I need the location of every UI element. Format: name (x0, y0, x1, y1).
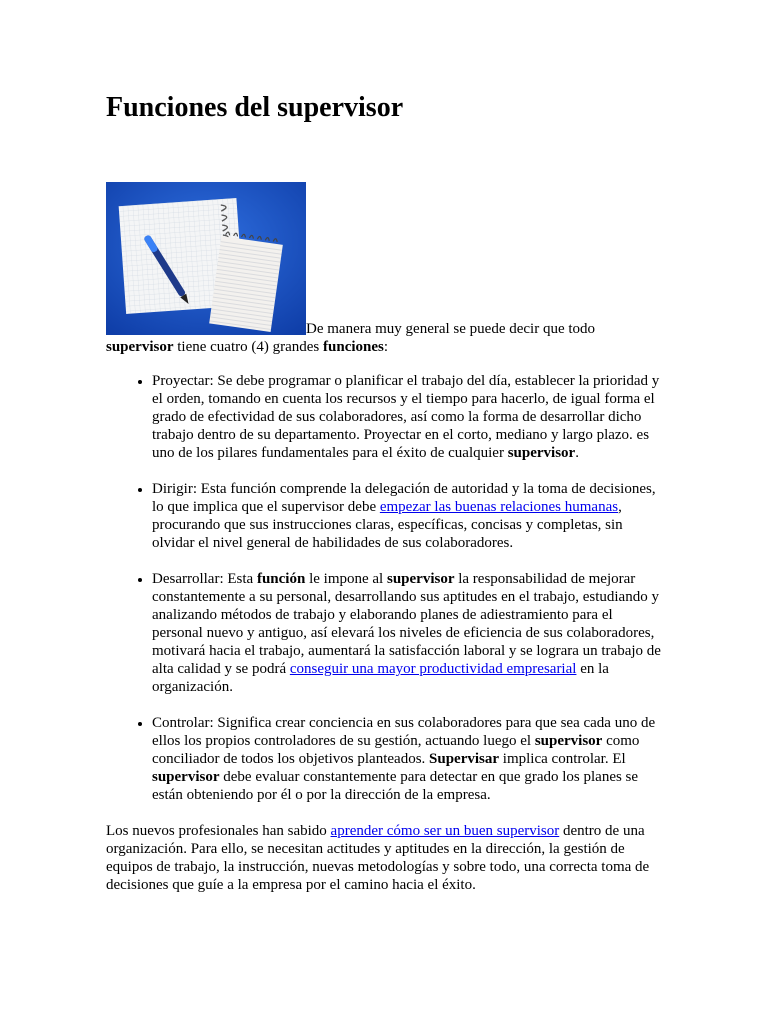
closing-paragraph: Los nuevos profesionales han sabido aprender cómo ser un buen supervisor dentro de una organización. Para ello, se necesitan actitudes y aptitudes en la dirección, la gestión de equipos de trabajo, la instrucción, nuevas metodologías y sobre todo, una correcta toma de decisiones que guíe a la empresa por el camino hacia el éxito. (106, 823, 650, 893)
intro-paragraph: De manera muy general se puede decir que todo supervisor tiene cuatro (4) grandes funciones: (106, 321, 596, 355)
link-relaciones-humanas[interactable]: empezar las buenas relaciones humanas (379, 499, 619, 515)
notebook-photo (106, 182, 306, 335)
list-item-proyectar: • Proyectar: Se debe programar o planificar el trabajo del día, establecer la prioridad y el orden, tomando en cuenta los recursos y el tiempo para hacerlo, de igual forma el grado de efectividad de sus colaboradores, así como la forma de desarrollar dicho trabajo dentro de su departamento. Proyectar en el corto, mediano y largo plazo. es uno de los pilares fundamentales para el éxito de cualquier supervisor. (152, 372, 666, 462)
page-title: Funciones del supervisor (106, 92, 404, 123)
list-item-controlar: • Controlar: Significa crear conciencia en sus colaboradores para que sea cada uno de ellos los propios controladores de su gestión, actuando luego el supervisor como conciliador de todos los objetivos planteados. Supervisar implica controlar. El supervisor debe evaluar constantemente para detectar en que grado los planes se están obteniendo por él o por la dirección de la empresa. (152, 714, 666, 804)
list-item-dirigir: • Dirigir: Esta función comprende la delegación de autoridad y la toma de decisiones, lo que implica que el supervisor debe empezar las buenas relaciones humanas, procurando que sus instrucciones claras, específicas, concisas y completas, sin olvidar el nivel general de habilidades de sus colaboradores. (152, 480, 666, 552)
notebook-pen-image (106, 182, 306, 335)
intro-bold-supervisor: supervisor (106, 339, 174, 355)
list-item-desarrollar: • Desarrollar: Esta función le impone al supervisor la responsabilidad de mejorar constantemente a su personal, desarrollando sus aptitudes en el trabajo, estudiando y analizando métodos de trabajo y elaborando planes de adiestramiento para el personal nuevo y antiguo, así elevará los niveles de eficiencia de sus colaboradores, motivará hacia el trabajo, aumentará la satisfacción laboral y se lograra un trabajo de alta calidad y se podrá conseguir una mayor productividad empresarial en la organización. (152, 570, 666, 696)
functions-list (106, 372, 666, 822)
link-buen-supervisor[interactable]: aprender cómo ser un buen supervisor (330, 823, 560, 839)
link-productividad-empresarial[interactable]: conseguir una mayor productividad empresarial (289, 661, 577, 677)
intro-bold-funciones: funciones (323, 339, 384, 355)
intro-text: De manera muy general se puede decir que todo (306, 321, 596, 337)
